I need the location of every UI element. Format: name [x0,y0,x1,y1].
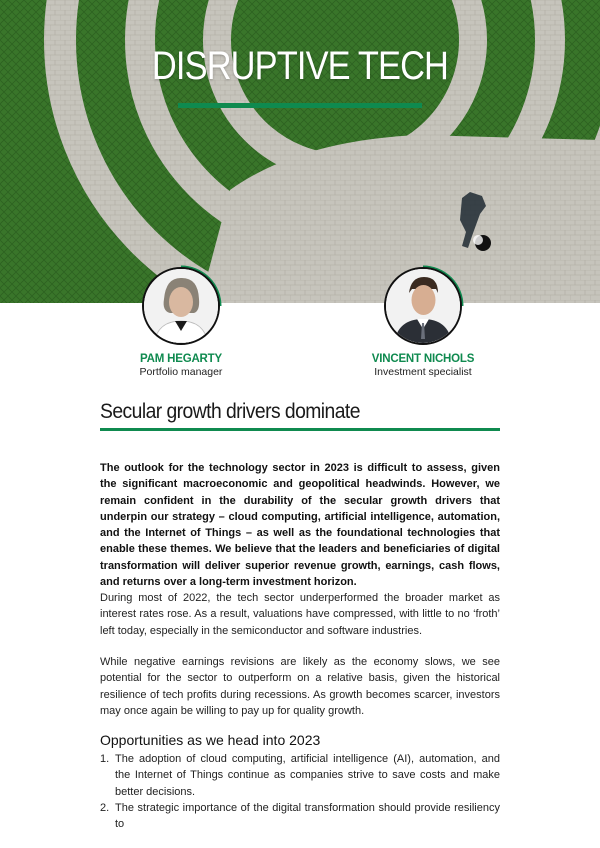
page-title: DISRUPTIVE TECH [151,44,449,88]
list-item [100,800,500,833]
list-number: 2. [100,801,110,814]
section-title: Secular growth drivers dominate [100,400,360,423]
list-item [100,751,500,800]
section-underline [100,428,500,431]
person-name: PAM HEGARTY [140,353,222,365]
hero-banner [0,0,600,303]
portrait-vincent-image [386,269,460,343]
person-role: Portfolio manager [139,366,223,378]
avatar [384,267,462,345]
list-item-text: The strategic importance of the digital transformation should provide resiliency to [115,801,500,831]
list-number: 1. [100,753,110,765]
person-name: VINCENT NICHOLS [371,353,475,365]
body-paragraph: During most of 2022, the tech sector underperformed the broader market as interest rates rose. As a result, valuations have compressed, with little to no ‘froth’ left today, especially in the semiconductor and software industries. [100,592,500,637]
body-paragraph: While negative earnings revisions are likely as the economy slows, we see potential for the sector to outperform on a relative basis, given the historical resilience of tech profits during recessions. As growth becomes scarcer, investors may once again be willing to pay up for quality growth. [100,656,500,717]
opportunities-heading: Opportunities as we head into 2023 [100,732,321,748]
title-underline [178,103,422,108]
list-item-text: The adoption of cloud computing, artificial intelligence (AI), automation, and the Internet of Things continue as companies strive to save costs and make better decisions. [115,753,500,798]
portrait-pam-image [144,269,218,343]
person-role: Investment specialist [374,366,472,378]
opportunities-list [100,751,500,832]
intro-paragraph: The outlook for the technology sector in 2023 is difficult to assess, given the significant macroeconomic and geopolitical headwinds. However, we remain confident in the durability of the secular growth drivers that underpin our strategy – cloud computing, artificial intelligence, automation, and the Internet of Things – as well as the foundational technologies that enable these themes. We believe that the leaders and beneficiaries of digital transformation will deliver superior revenue growth, earnings, cash flows, and returns over a long-term investment horizon. [100,462,500,589]
avatar [142,267,220,345]
